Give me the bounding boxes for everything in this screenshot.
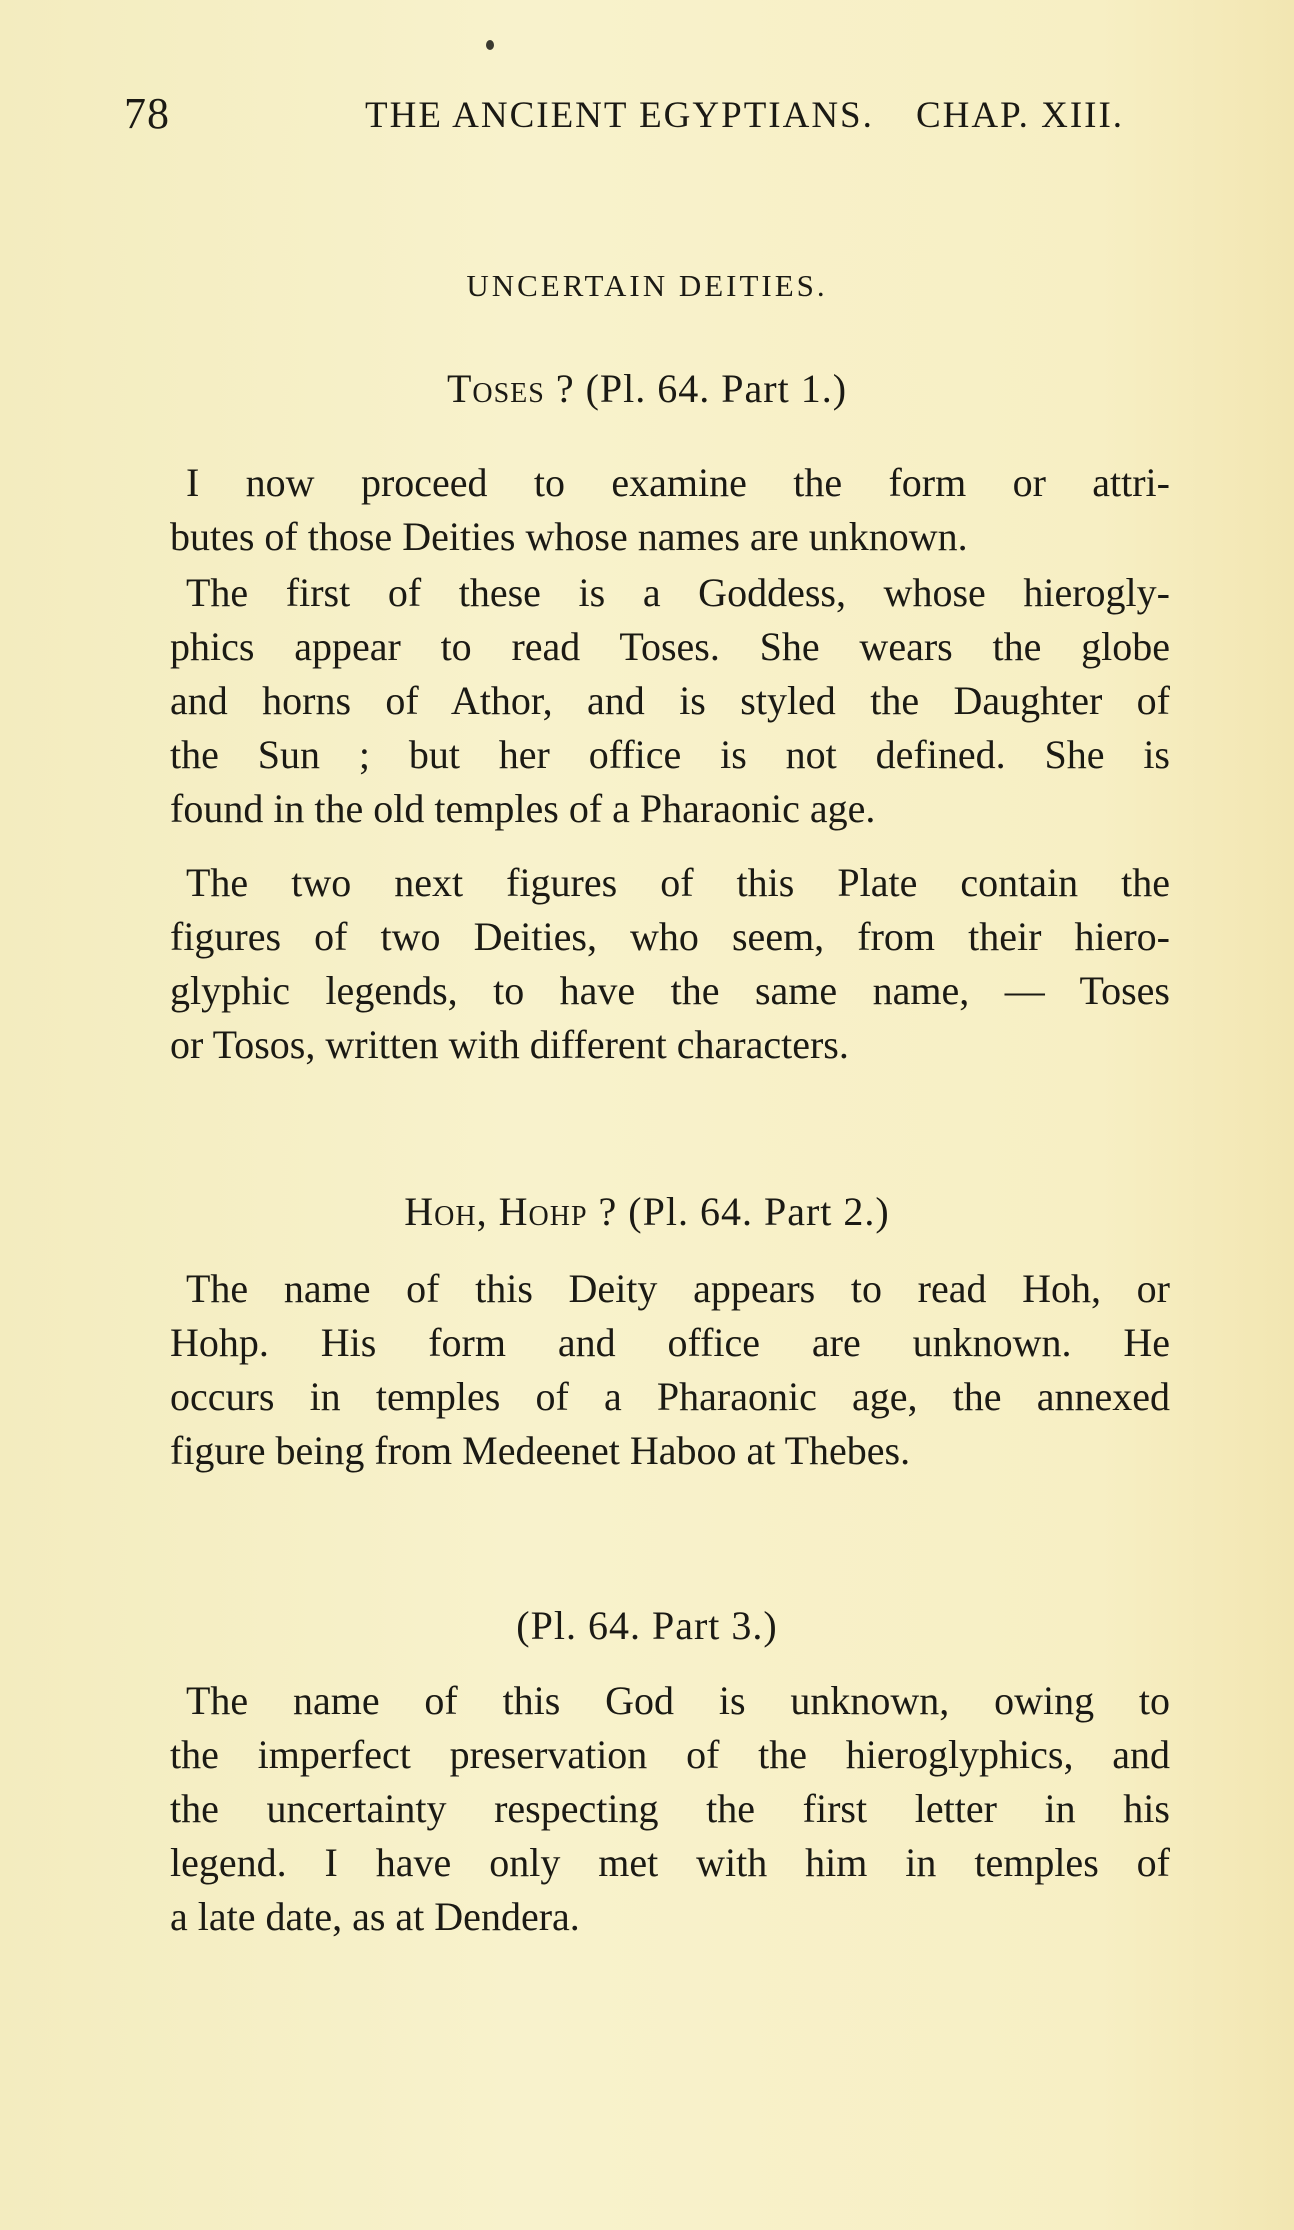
- running-head: [0, 88, 1294, 138]
- plate-reference: ? (Pl. 64. Part 1.): [544, 366, 848, 411]
- page-number: 78: [124, 89, 170, 138]
- paragraph: [170, 1674, 1170, 1944]
- text-line: or Tosos, written with different characters.: [170, 1022, 849, 1067]
- plate-reference: ? (Pl. 64. Part 2.): [587, 1189, 890, 1234]
- paragraph: [170, 1262, 1170, 1478]
- text-line: the imperfect preservation of the hieroglyphics, and: [170, 1732, 1170, 1777]
- text-line: figures of two Deities, who seem, from their hiero-: [170, 914, 1170, 959]
- text-line: found in the old temples of a Pharaonic age.: [170, 786, 876, 831]
- text-line: Hohp. His form and office are unknown. He: [170, 1320, 1170, 1365]
- deity-name: Hoh, Hohp: [404, 1189, 588, 1234]
- text-line: The name of this God is unknown, owing to: [186, 1678, 1170, 1723]
- text-line: The two next figures of this Plate contain the: [186, 860, 1170, 905]
- text-line: the uncertainty respecting the first letter in his: [170, 1786, 1170, 1831]
- paragraph: [170, 566, 1170, 836]
- plate-reference: (Pl. 64. Part 3.): [516, 1603, 778, 1648]
- deity-heading-hoh: [0, 1188, 1294, 1235]
- text-line: legend. I have only met with him in temples of: [170, 1840, 1170, 1885]
- text-line: phics appear to read Toses. She wears the globe: [170, 624, 1170, 669]
- text-line: I now proceed to examine the form or attri-: [186, 460, 1170, 505]
- deity-heading-unknown: [0, 1602, 1294, 1649]
- chapter-reference: CHAP. XIII.: [916, 95, 1125, 136]
- running-title: THE ANCIENT EGYPTIANS.: [365, 95, 874, 136]
- paragraph: [170, 856, 1170, 1072]
- text-line: a late date, as at Dendera.: [170, 1894, 580, 1939]
- text-line: occurs in temples of a Pharaonic age, the annexed: [170, 1374, 1170, 1419]
- text-line: glyphic legends, to have the same name, — Toses: [170, 968, 1170, 1013]
- deity-heading-toses: [0, 365, 1294, 412]
- text-line: The name of this Deity appears to read Hoh, or: [186, 1266, 1170, 1311]
- section-title: UNCERTAIN DEITIES.: [466, 268, 828, 303]
- text-line: The first of these is a Goddess, whose hierogly-: [186, 570, 1170, 615]
- text-line: butes of those Deities whose names are unknown.: [170, 514, 968, 559]
- text-line: figure being from Medeenet Haboo at Thebes.: [170, 1428, 911, 1473]
- ink-speck: [486, 40, 494, 50]
- deity-name: Toses: [446, 366, 545, 411]
- text-line: the Sun ; but her office is not defined. She is: [170, 732, 1170, 777]
- text-line: and horns of Athor, and is styled the Daughter of: [170, 678, 1170, 723]
- paragraph: [170, 456, 1170, 564]
